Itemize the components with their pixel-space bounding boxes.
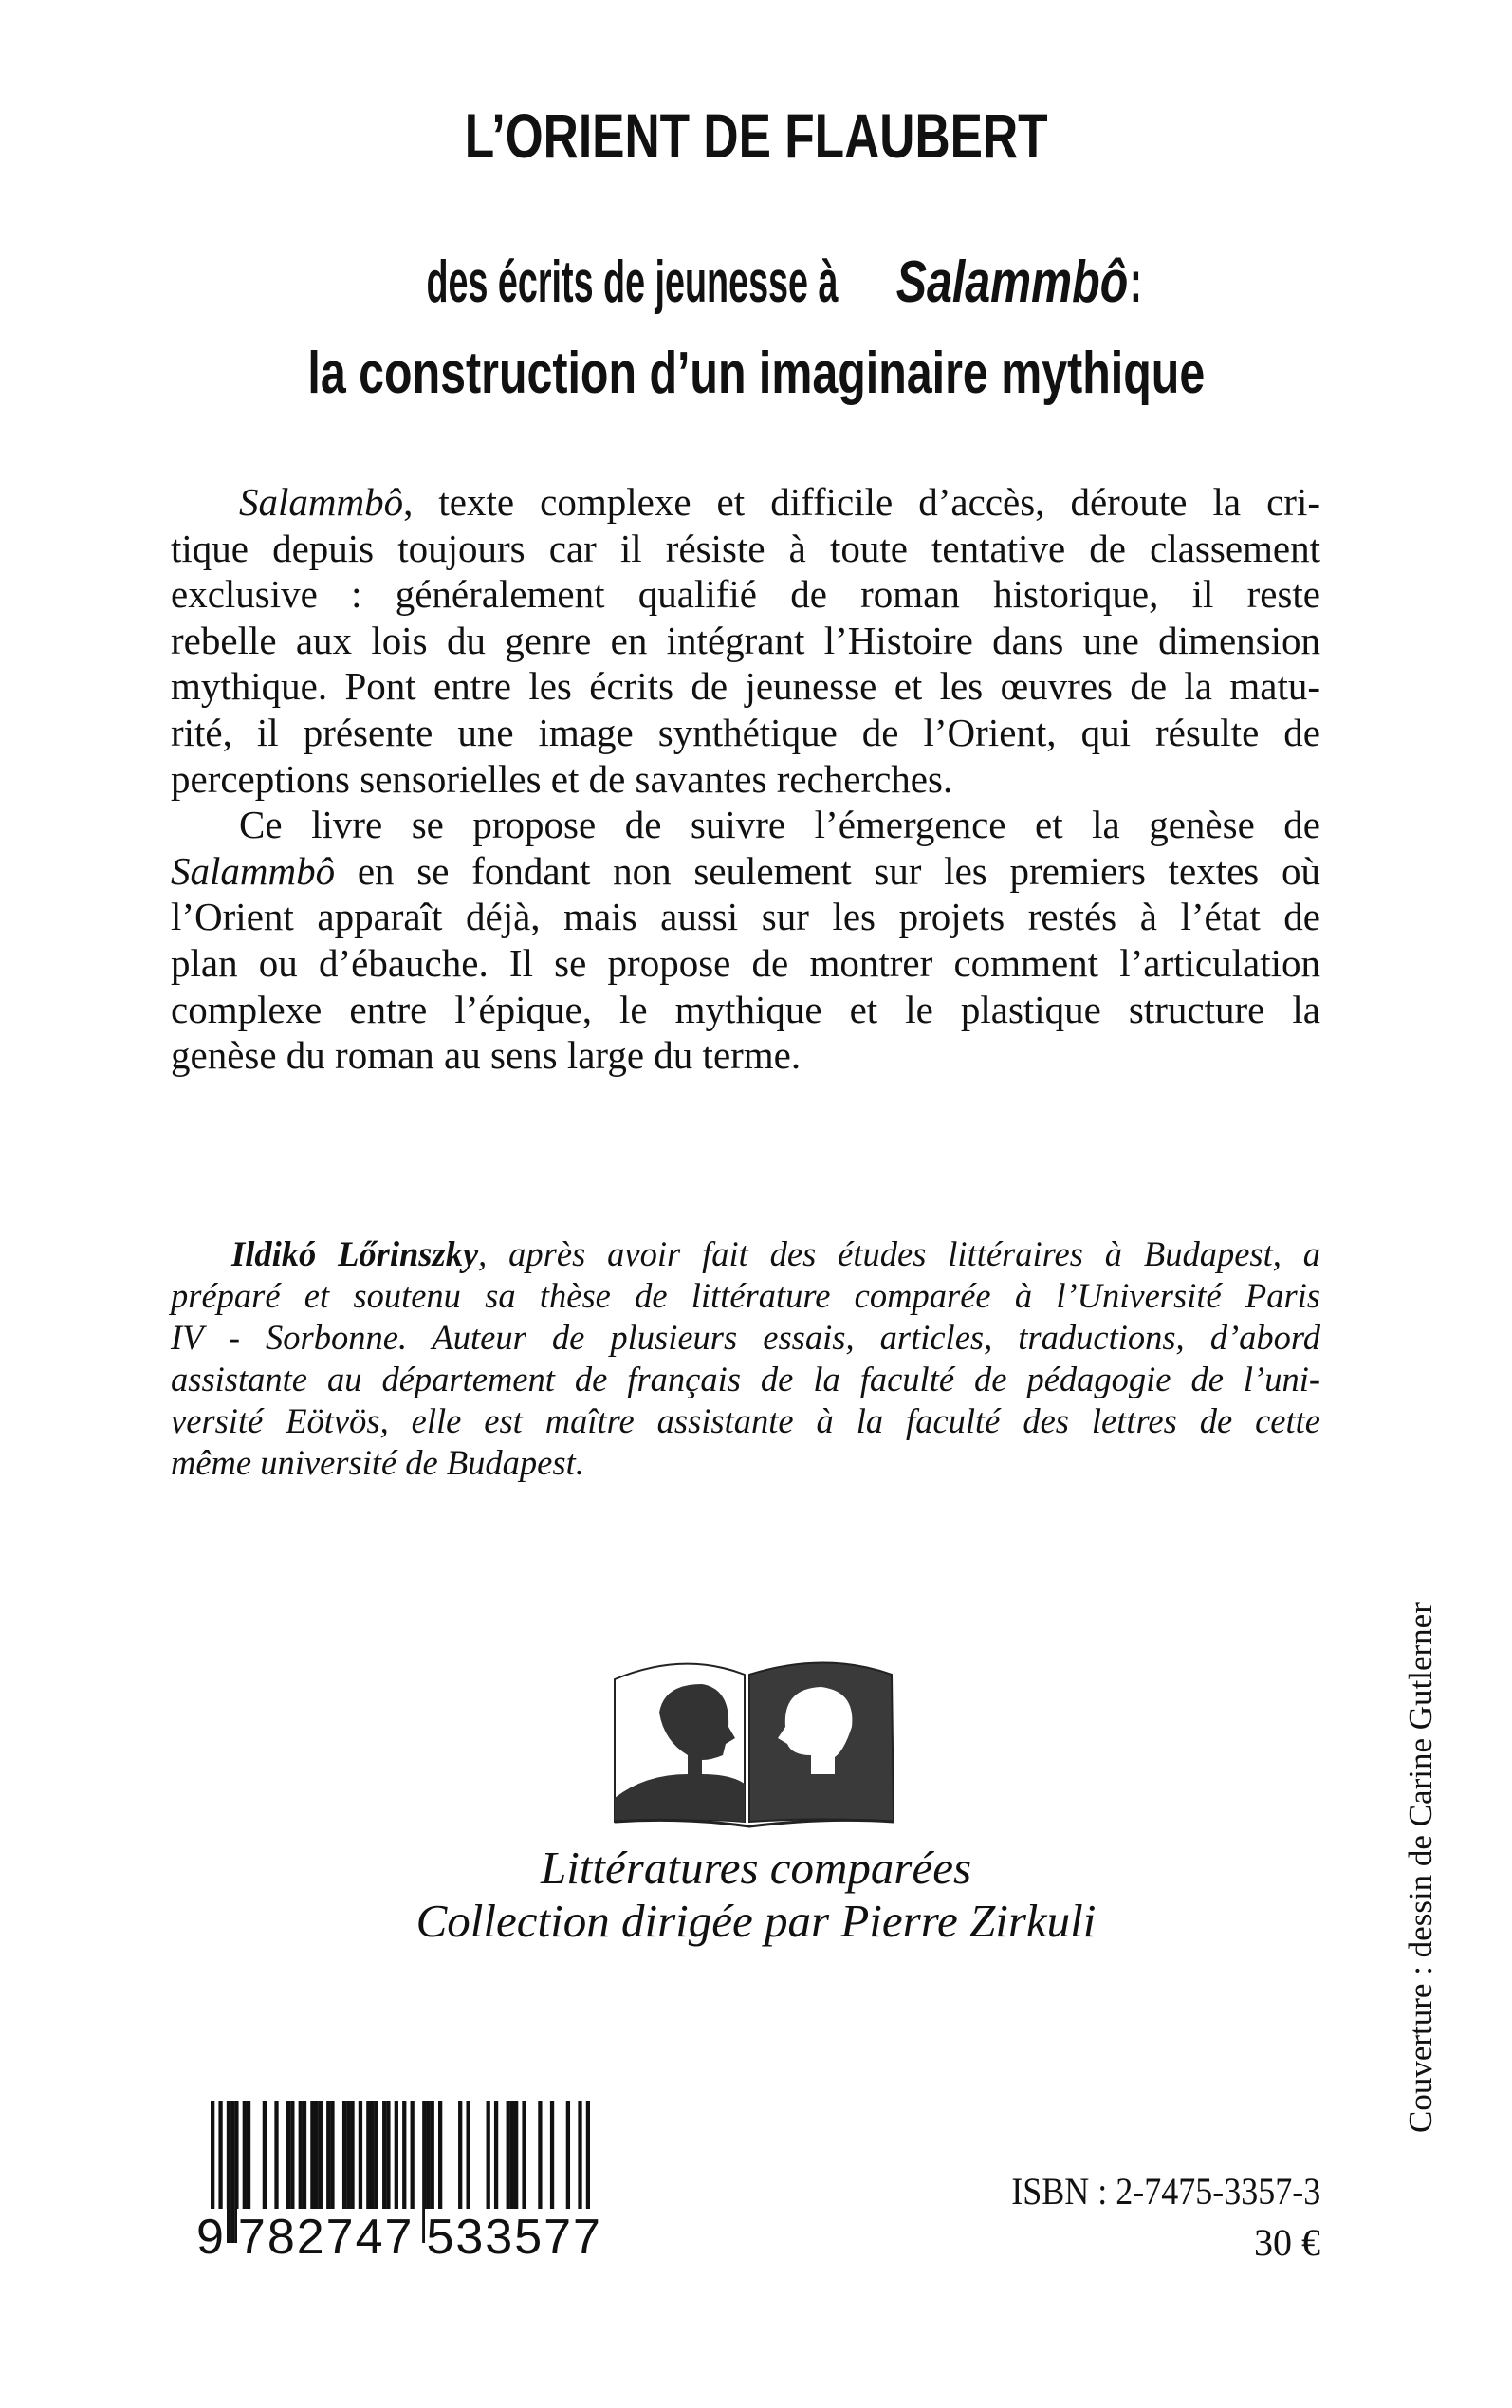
text-line — [171, 1359, 1320, 1400]
subtitle-colon: : — [1130, 250, 1142, 315]
barcode-digit-group: 9 — [196, 2210, 226, 2265]
text-line — [171, 756, 1320, 803]
text-segment: , texte complexe et difficile d’accès, déroute la cri- — [403, 480, 1320, 524]
author-name: Ildikó Lőrinszky — [231, 1234, 479, 1273]
open-book-illustration — [607, 1632, 911, 1831]
subtitle-italic: Salammbô — [895, 250, 1129, 315]
text-segment: IV - Sorbonne. Auteur de plusieurs essais, articles, traductions, d’abord — [171, 1318, 1320, 1357]
text-segment: Ce livre se propose de suivre l’émergence et la genèse de — [239, 803, 1320, 847]
barcode-digit-group: 782747 — [237, 2210, 415, 2265]
text-segment: , après avoir fait des études littéraires à Budapest, a — [478, 1234, 1320, 1273]
text-line — [171, 1233, 1320, 1275]
text-segment: préparé et soutenu sa thèse de littérature comparée à l’Université Paris — [171, 1276, 1320, 1315]
text-line — [171, 987, 1320, 1033]
text-segment: mythique. Pont entre les écrits de jeunesse et les œuvres de la matu- — [171, 664, 1320, 709]
text-line — [171, 848, 1320, 895]
collection-director: Collection dirigée par Pierre Zirkuli — [415, 1895, 1097, 1947]
barcode-digits — [195, 2209, 603, 2266]
text-line — [171, 526, 1320, 572]
text-segment: en se fondant non seulement sur les premiers textes où — [335, 848, 1320, 893]
text-line — [171, 1032, 1320, 1079]
text-segment: versité Eötvös, elle est maître assistante à la faculté des lettres de cette — [171, 1401, 1320, 1440]
text-segment: tique depuis toujours car il résiste à toute tentative de classement — [171, 526, 1320, 570]
text-line — [171, 571, 1320, 618]
book-title — [0, 100, 1512, 172]
text-line — [171, 479, 1320, 526]
text-line — [171, 618, 1320, 664]
text-segment: assistante au département de français de la faculté de pédagogie de l’uni- — [171, 1360, 1320, 1398]
text-segment: perceptions sensorielles et de savantes recherches. — [171, 756, 953, 801]
text-line — [171, 1275, 1320, 1317]
text-line — [171, 710, 1320, 756]
text-segment: rité, il présente une image synthétique de l’Orient, qui résulte de — [171, 710, 1320, 754]
text-line — [171, 894, 1320, 940]
text-segment: l’Orient apparaît déjà, mais aussi sur les projets restés à l’état de — [171, 895, 1320, 939]
text-segment: Salammbô — [171, 848, 336, 893]
text-line — [171, 1317, 1320, 1359]
collection-name: Littératures comparées — [540, 1842, 972, 1894]
text-line — [171, 802, 1320, 848]
isbn: ISBN : 2-7475-3357-3 — [1011, 2170, 1320, 2213]
text-segment: genèse du roman au sens large du terme. — [171, 1033, 802, 1078]
text-segment: complexe entre l’épique, le mythique et le plastique structure la — [171, 987, 1320, 1031]
text-segment: exclusive : généralement qualifié de roman historique, il reste — [171, 572, 1320, 617]
text-line — [171, 1400, 1320, 1442]
author-bio — [171, 1233, 1320, 1484]
subtitle-text: des écrits de jeunesse à — [426, 250, 839, 315]
subtitle-line-1 — [0, 249, 1512, 316]
subtitle-text-2: la construction d’un imaginaire mythique — [307, 341, 1205, 406]
subtitle-line-2 — [0, 340, 1512, 407]
price: 30 € — [1254, 2221, 1320, 2264]
text-segment: plan ou d’ébauche. Il se propose de montrer comment l’articulation — [171, 940, 1320, 985]
text-line — [171, 940, 1320, 987]
barcode-digit-group: 533577 — [426, 2210, 602, 2265]
summary-text — [171, 479, 1320, 1079]
cover-credit: Couverture : dessin de Carine Gutlerner — [1402, 1602, 1439, 2133]
book-title-text: L’ORIENT DE FLAUBERT — [464, 101, 1048, 171]
text-segment: même université de Budapest. — [171, 1443, 584, 1482]
text-line — [171, 1442, 1320, 1484]
text-segment: rebelle aux lois du genre en intégrant l’Histoire dans une dimension — [171, 618, 1320, 662]
text-segment: Salammbô — [239, 480, 404, 524]
text-line — [171, 663, 1320, 710]
